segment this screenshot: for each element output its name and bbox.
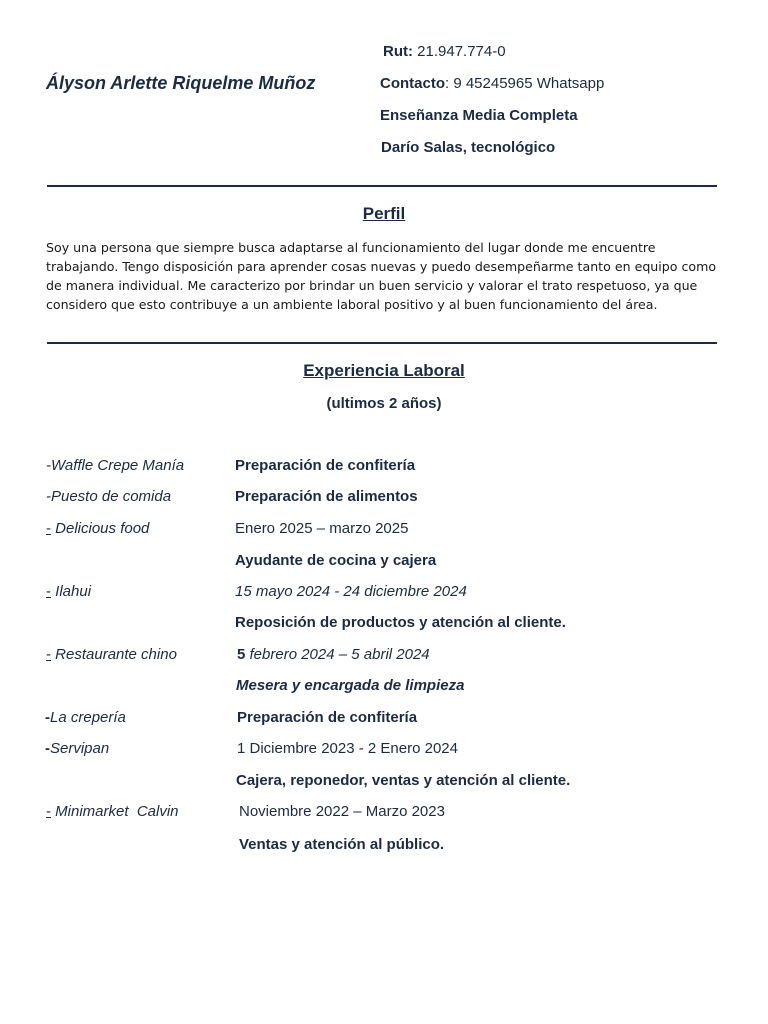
role-ilahui: Reposición de productos y atención al cliente. [235,614,566,631]
divider-middle [47,342,717,344]
role-minimarket-calvin: Ventas y atención al público. [239,836,445,853]
employer-label: Restaurante chino [51,646,177,663]
role-waffle-crepe-mania: Preparación de confitería [235,457,416,474]
experience-subtitle: (ultimos 2 años) [326,395,442,412]
employer-label: Minimarket Calvin [51,803,179,820]
dates-restaurante-chino [237,646,430,663]
employer-label: Delicious food [51,520,150,537]
employer-la-creperia [45,709,126,726]
dates-delicious-food: Enero 2025 – marzo 2025 [235,520,409,537]
date-day-number: 5 [237,646,246,663]
bullet-dash: - [45,709,50,726]
role-delicious-food: Ayudante de cocina y cajera [235,552,437,569]
employer-ilahui [46,583,91,600]
bullet-dash: - [46,803,51,820]
contact-value: : 9 45245965 Whatsapp [445,75,605,92]
employer-minimarket-calvin [46,803,179,820]
employer-restaurante-chino [46,646,177,663]
employer-servipan [45,740,109,757]
employer-label: La crepería [50,709,126,726]
experience-title: Experiencia Laboral [303,361,465,380]
bullet-dash: - [46,646,51,663]
profile-text: Soy una persona que siempre busca adaptarse al funcionamiento del lugar donde me encuentre trabajando. Tengo disposición para aprender cosas nuevas y puedo desempeñarme tanto en equipo como de manera individual. Me caracterizo por brindar un buen servicio y valorar el trato respetuoso, ya que considero que esto contribuye a un ambiente laboral positivo y al buen funcionamiento del área. [46,240,717,312]
employer-label: Ilahui [51,583,92,600]
contact-label: Contacto [380,75,445,92]
bullet-dash: - [45,740,50,757]
education-level: Enseñanza Media Completa [380,107,578,124]
bullet-dash: - [46,583,51,600]
rut-label: Rut: [383,43,413,60]
dates-minimarket-calvin: Noviembre 2022 – Marzo 2023 [239,803,445,820]
profile-title: Perfil [362,204,406,223]
dates-ilahui: 15 mayo 2024 - 24 diciembre 2024 [235,583,467,600]
dates-servipan: 1 Diciembre 2023 - 2 Enero 2024 [237,740,458,757]
candidate-name: Ályson Arlette Riquelme Muñoz [46,73,316,93]
rut-value: 21.947.774-0 [413,43,506,60]
divider-top [47,185,717,187]
bullet-dash: - [46,520,51,537]
rut-line [383,43,506,60]
employer-label: Servipan [50,740,110,757]
contact-line [380,75,604,92]
role-restaurante-chino: Mesera y encargada de limpieza [236,677,465,694]
role-servipan: Cajera, reponedor, ventas y atención al cliente. [236,772,571,789]
employer-puesto-de-comida: -Puesto de comida [46,488,172,505]
school-name: Darío Salas, tecnológico [381,139,556,156]
role-la-creperia: Preparación de confitería [237,709,418,726]
role-puesto-de-comida: Preparación de alimentos [235,488,418,505]
employer-delicious-food [46,520,149,537]
date-range: febrero 2024 – 5 abril 2024 [245,646,430,663]
employer-waffle-crepe-mania: -Waffle Crepe Manía [46,457,185,474]
